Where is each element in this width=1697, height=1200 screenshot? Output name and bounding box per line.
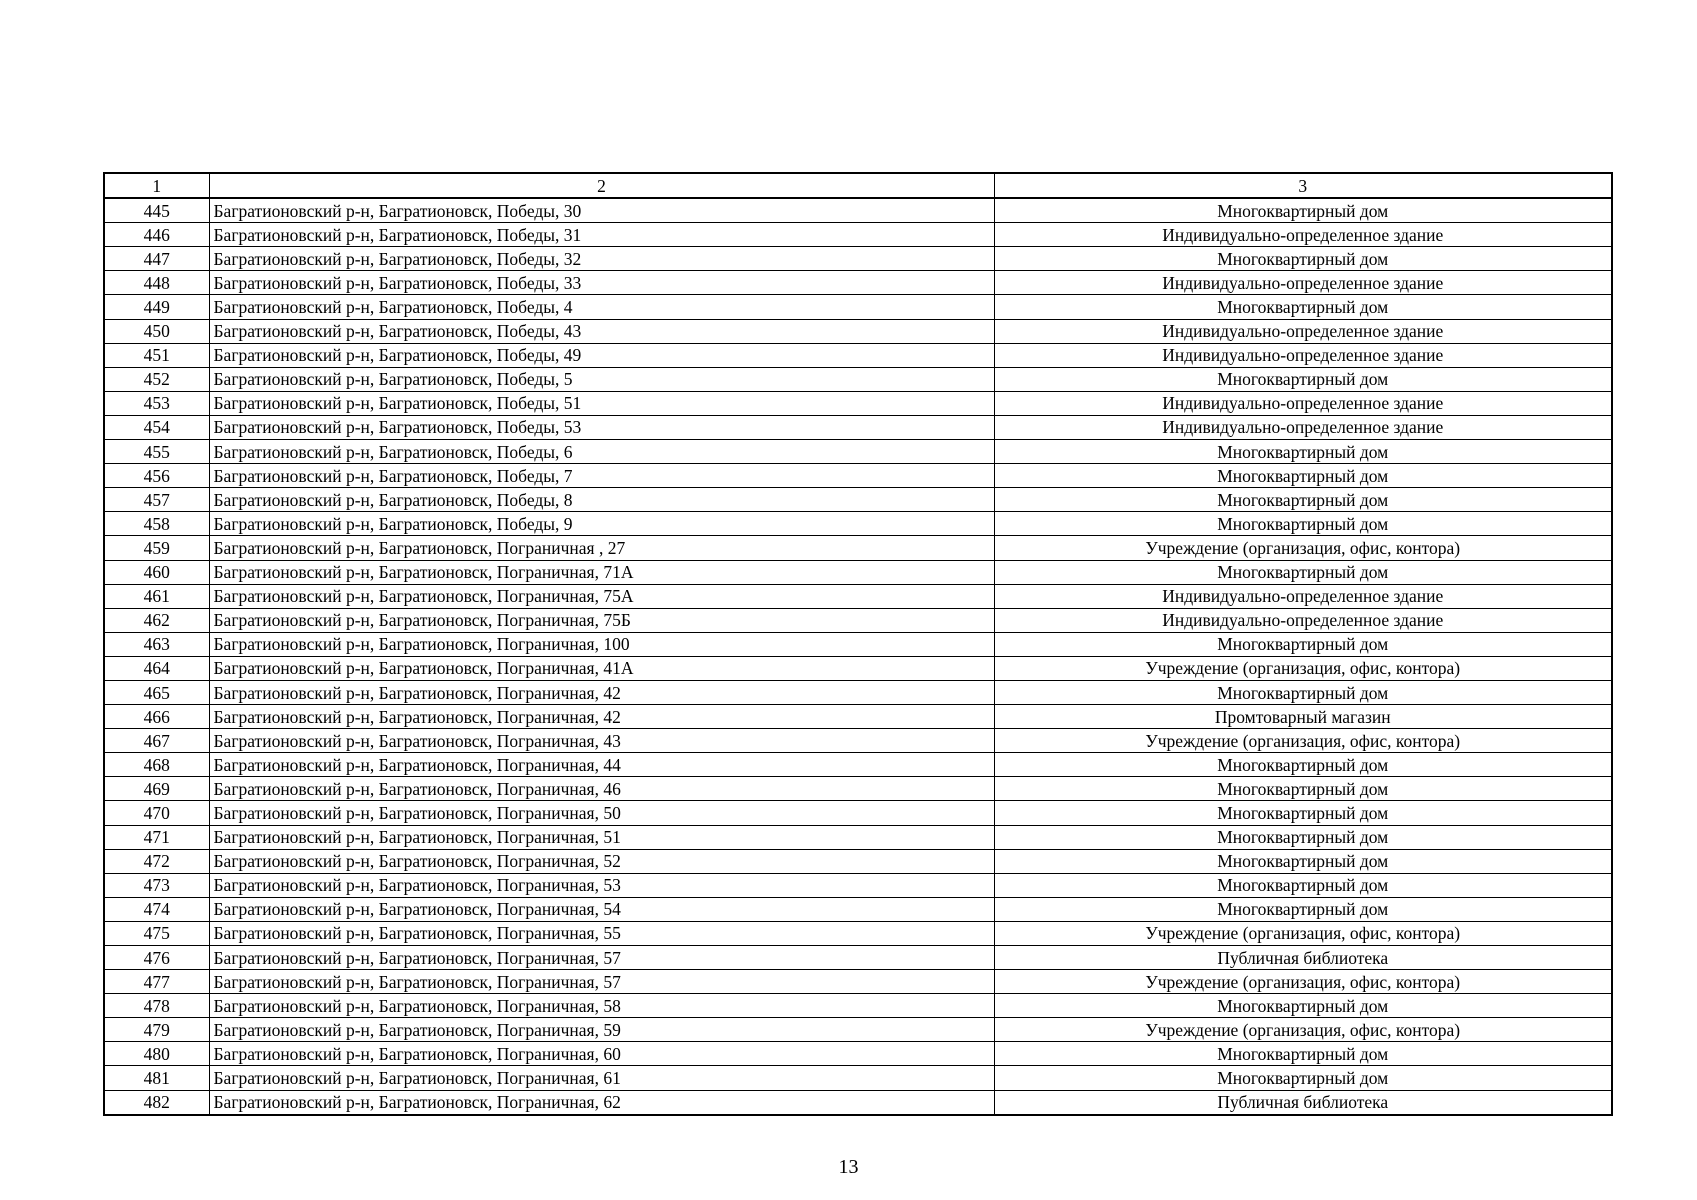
row-number-cell: 462 <box>104 608 209 632</box>
row-number-cell: 445 <box>104 198 209 223</box>
building-type-cell: Многоквартирный дом <box>994 994 1612 1018</box>
address-cell: Багратионовский р-н, Багратионовск, Пограничная, 42 <box>209 705 994 729</box>
row-number-cell: 473 <box>104 873 209 897</box>
address-cell: Багратионовский р-н, Багратионовск, Пограничная , 27 <box>209 536 994 560</box>
row-number-cell: 469 <box>104 777 209 801</box>
address-cell: Багратионовский р-н, Багратионовск, Победы, 51 <box>209 391 994 415</box>
address-cell: Багратионовский р-н, Багратионовск, Пограничная, 60 <box>209 1042 994 1066</box>
table-row <box>104 367 1612 391</box>
table-row <box>104 801 1612 825</box>
row-number-cell: 468 <box>104 753 209 777</box>
building-type-cell: Многоквартирный дом <box>994 897 1612 921</box>
building-type-cell: Многоквартирный дом <box>994 632 1612 656</box>
row-number-cell: 459 <box>104 536 209 560</box>
building-type-cell: Многоквартирный дом <box>994 849 1612 873</box>
address-cell: Багратионовский р-н, Багратионовск, Пограничная, 41А <box>209 656 994 680</box>
building-type-cell: Многоквартирный дом <box>994 1042 1612 1066</box>
building-type-cell: Учреждение (организация, офис, контора) <box>994 656 1612 680</box>
table-row <box>104 584 1612 608</box>
address-cell: Багратионовский р-н, Багратионовск, Победы, 43 <box>209 319 994 343</box>
building-type-cell: Индивидуально-определенное здание <box>994 343 1612 367</box>
building-type-cell: Индивидуально-определенное здание <box>994 391 1612 415</box>
address-cell: Багратионовский р-н, Багратионовск, Победы, 30 <box>209 198 994 223</box>
table-row <box>104 512 1612 536</box>
table-row <box>104 271 1612 295</box>
row-number-cell: 446 <box>104 223 209 247</box>
row-number-cell: 458 <box>104 512 209 536</box>
building-type-cell: Многоквартирный дом <box>994 873 1612 897</box>
header-col-1: 1 <box>104 173 209 198</box>
address-cell: Багратионовский р-н, Багратионовск, Пограничная, 43 <box>209 729 994 753</box>
building-type-cell: Многоквартирный дом <box>994 247 1612 271</box>
table-row <box>104 1018 1612 1042</box>
row-number-cell: 461 <box>104 584 209 608</box>
building-type-cell: Многоквартирный дом <box>994 777 1612 801</box>
address-cell: Багратионовский р-н, Багратионовск, Победы, 32 <box>209 247 994 271</box>
table-row <box>104 705 1612 729</box>
table-row <box>104 295 1612 319</box>
building-type-cell: Многоквартирный дом <box>994 753 1612 777</box>
table-row <box>104 825 1612 849</box>
table-row <box>104 415 1612 439</box>
table-row <box>104 1042 1612 1066</box>
building-type-cell: Учреждение (организация, офис, контора) <box>994 536 1612 560</box>
row-number-cell: 475 <box>104 921 209 945</box>
address-cell: Багратионовский р-н, Багратионовск, Пограничная, 62 <box>209 1090 994 1115</box>
row-number-cell: 449 <box>104 295 209 319</box>
address-cell: Багратионовский р-н, Багратионовск, Пограничная, 54 <box>209 897 994 921</box>
address-cell: Багратионовский р-н, Багратионовск, Пограничная, 42 <box>209 680 994 704</box>
address-cell: Багратионовский р-н, Багратионовск, Пограничная, 52 <box>209 849 994 873</box>
table-row <box>104 343 1612 367</box>
building-type-cell: Учреждение (организация, офис, контора) <box>994 921 1612 945</box>
address-cell: Багратионовский р-н, Багратионовск, Победы, 49 <box>209 343 994 367</box>
building-type-cell: Многоквартирный дом <box>994 560 1612 584</box>
row-number-cell: 477 <box>104 970 209 994</box>
address-cell: Багратионовский р-н, Багратионовск, Пограничная, 57 <box>209 970 994 994</box>
building-type-cell: Учреждение (организация, офис, контора) <box>994 1018 1612 1042</box>
table-row <box>104 1090 1612 1115</box>
address-cell: Багратионовский р-н, Багратионовск, Победы, 6 <box>209 440 994 464</box>
building-type-cell: Индивидуально-определенное здание <box>994 584 1612 608</box>
row-number-cell: 474 <box>104 897 209 921</box>
table-row <box>104 753 1612 777</box>
address-cell: Багратионовский р-н, Багратионовск, Победы, 4 <box>209 295 994 319</box>
row-number-cell: 476 <box>104 946 209 970</box>
row-number-cell: 481 <box>104 1066 209 1090</box>
row-number-cell: 460 <box>104 560 209 584</box>
row-number-cell: 447 <box>104 247 209 271</box>
address-cell: Багратионовский р-н, Багратионовск, Пограничная, 71А <box>209 560 994 584</box>
table-row <box>104 1066 1612 1090</box>
page-number: 13 <box>838 1156 859 1178</box>
address-cell: Багратионовский р-н, Багратионовск, Победы, 5 <box>209 367 994 391</box>
header-col-3: 3 <box>994 173 1612 198</box>
registry-table <box>103 172 1613 1116</box>
address-cell: Багратионовский р-н, Багратионовск, Пограничная, 50 <box>209 801 994 825</box>
building-type-cell: Индивидуально-определенное здание <box>994 271 1612 295</box>
address-cell: Багратионовский р-н, Багратионовск, Пограничная, 44 <box>209 753 994 777</box>
address-cell: Багратионовский р-н, Багратионовск, Победы, 53 <box>209 415 994 439</box>
table-row <box>104 897 1612 921</box>
address-cell: Багратионовский р-н, Багратионовск, Пограничная, 57 <box>209 946 994 970</box>
address-cell: Багратионовский р-н, Багратионовск, Пограничная, 51 <box>209 825 994 849</box>
row-number-cell: 480 <box>104 1042 209 1066</box>
table-row <box>104 849 1612 873</box>
building-type-cell: Публичная библиотека <box>994 1090 1612 1115</box>
table-row <box>104 488 1612 512</box>
row-number-cell: 456 <box>104 464 209 488</box>
address-cell: Багратионовский р-н, Багратионовск, Победы, 8 <box>209 488 994 512</box>
address-cell: Багратионовский р-н, Багратионовск, Победы, 7 <box>209 464 994 488</box>
row-number-cell: 448 <box>104 271 209 295</box>
table-row <box>104 921 1612 945</box>
table-row <box>104 223 1612 247</box>
header-col-2: 2 <box>209 173 994 198</box>
building-type-cell: Публичная библиотека <box>994 946 1612 970</box>
building-type-cell: Учреждение (организация, офис, контора) <box>994 970 1612 994</box>
table-row <box>104 656 1612 680</box>
row-number-cell: 457 <box>104 488 209 512</box>
row-number-cell: 482 <box>104 1090 209 1115</box>
row-number-cell: 471 <box>104 825 209 849</box>
row-number-cell: 465 <box>104 680 209 704</box>
address-cell: Багратионовский р-н, Багратионовск, Пограничная, 75А <box>209 584 994 608</box>
row-number-cell: 472 <box>104 849 209 873</box>
building-type-cell: Промтоварный магазин <box>994 705 1612 729</box>
building-type-cell: Многоквартирный дом <box>994 680 1612 704</box>
table-row <box>104 198 1612 223</box>
table-row <box>104 464 1612 488</box>
building-type-cell: Учреждение (организация, офис, контора) <box>994 729 1612 753</box>
building-type-cell: Индивидуально-определенное здание <box>994 608 1612 632</box>
address-cell: Багратионовский р-н, Багратионовск, Пограничная, 58 <box>209 994 994 1018</box>
table-row <box>104 680 1612 704</box>
row-number-cell: 470 <box>104 801 209 825</box>
row-number-cell: 450 <box>104 319 209 343</box>
table-row <box>104 247 1612 271</box>
address-cell: Багратионовский р-н, Багратионовск, Пограничная, 46 <box>209 777 994 801</box>
building-type-cell: Индивидуально-определенное здание <box>994 319 1612 343</box>
address-cell: Багратионовский р-н, Багратионовск, Пограничная, 61 <box>209 1066 994 1090</box>
building-type-cell: Многоквартирный дом <box>994 801 1612 825</box>
building-type-cell: Многоквартирный дом <box>994 440 1612 464</box>
address-cell: Багратионовский р-н, Багратионовск, Победы, 9 <box>209 512 994 536</box>
address-cell: Багратионовский р-н, Багратионовск, Пограничная, 55 <box>209 921 994 945</box>
address-cell: Багратионовский р-н, Багратионовск, Победы, 33 <box>209 271 994 295</box>
table-row <box>104 319 1612 343</box>
table-row <box>104 873 1612 897</box>
table-row <box>104 994 1612 1018</box>
row-number-cell: 463 <box>104 632 209 656</box>
building-type-cell: Многоквартирный дом <box>994 295 1612 319</box>
table-row <box>104 391 1612 415</box>
address-cell: Багратионовский р-н, Багратионовск, Пограничная, 59 <box>209 1018 994 1042</box>
building-type-cell: Многоквартирный дом <box>994 1066 1612 1090</box>
row-number-cell: 478 <box>104 994 209 1018</box>
row-number-cell: 452 <box>104 367 209 391</box>
row-number-cell: 479 <box>104 1018 209 1042</box>
building-type-cell: Многоквартирный дом <box>994 367 1612 391</box>
building-type-cell: Многоквартирный дом <box>994 488 1612 512</box>
table-row <box>104 970 1612 994</box>
building-type-cell: Многоквартирный дом <box>994 464 1612 488</box>
row-number-cell: 464 <box>104 656 209 680</box>
table-row <box>104 440 1612 464</box>
building-type-cell: Многоквартирный дом <box>994 198 1612 223</box>
address-cell: Багратионовский р-н, Багратионовск, Пограничная, 53 <box>209 873 994 897</box>
table-row <box>104 632 1612 656</box>
building-type-cell: Многоквартирный дом <box>994 825 1612 849</box>
row-number-cell: 451 <box>104 343 209 367</box>
table-header <box>104 173 1612 198</box>
row-number-cell: 467 <box>104 729 209 753</box>
table-row <box>104 946 1612 970</box>
table-row <box>104 608 1612 632</box>
table-row <box>104 777 1612 801</box>
address-cell: Багратионовский р-н, Багратионовск, Победы, 31 <box>209 223 994 247</box>
building-type-cell: Многоквартирный дом <box>994 512 1612 536</box>
table-row <box>104 729 1612 753</box>
row-number-cell: 455 <box>104 440 209 464</box>
table-body <box>104 198 1612 1115</box>
row-number-cell: 454 <box>104 415 209 439</box>
table-row <box>104 560 1612 584</box>
row-number-cell: 453 <box>104 391 209 415</box>
building-type-cell: Индивидуально-определенное здание <box>994 223 1612 247</box>
building-type-cell: Индивидуально-определенное здание <box>994 415 1612 439</box>
address-cell: Багратионовский р-н, Багратионовск, Пограничная, 75Б <box>209 608 994 632</box>
address-cell: Багратионовский р-н, Багратионовск, Пограничная, 100 <box>209 632 994 656</box>
header-row <box>104 173 1612 198</box>
row-number-cell: 466 <box>104 705 209 729</box>
table-row <box>104 536 1612 560</box>
